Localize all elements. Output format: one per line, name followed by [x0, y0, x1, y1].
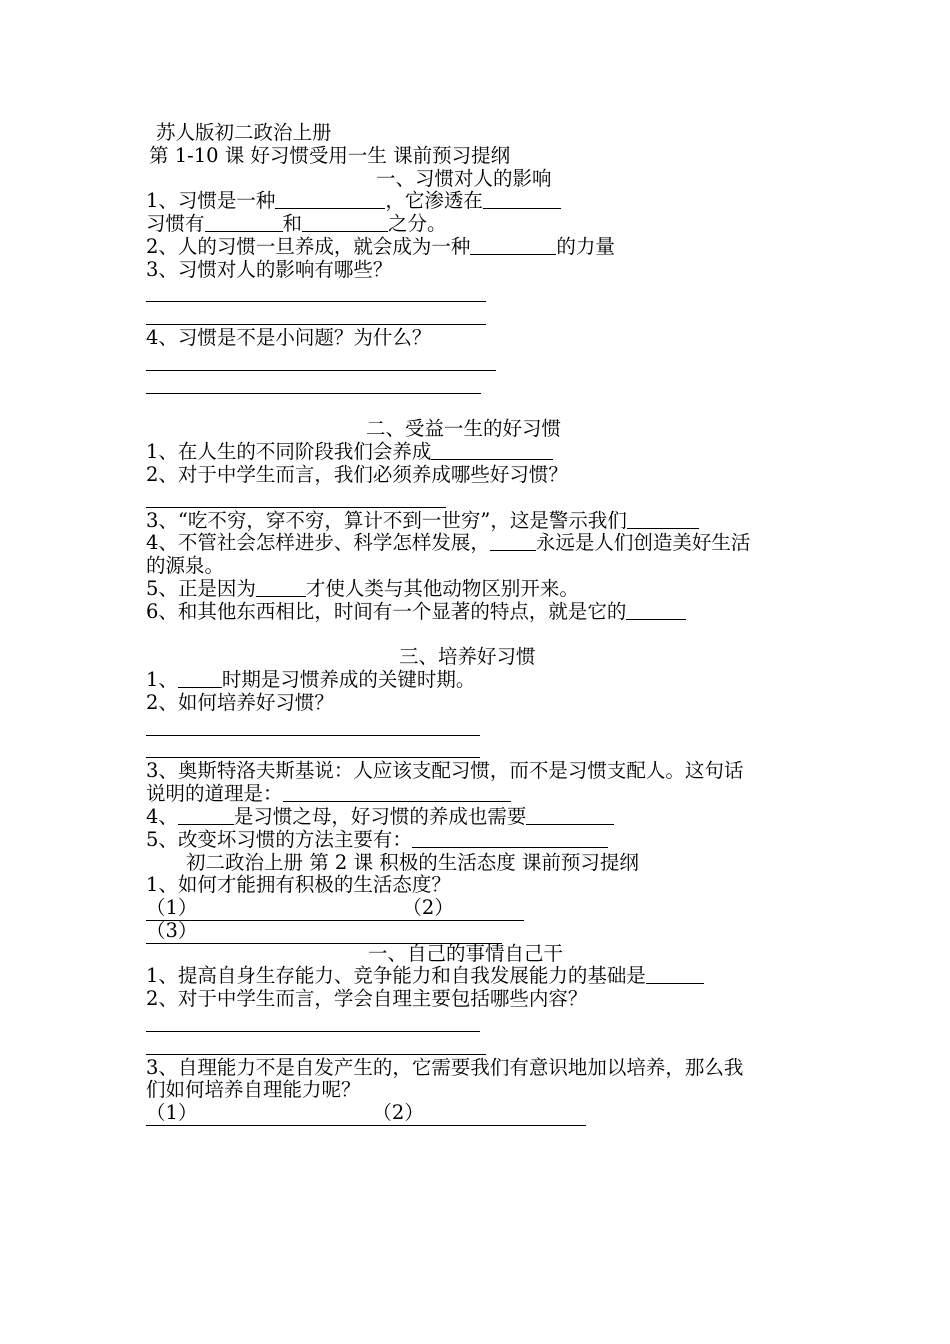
section-4-heading: 一、自己的事情自己干: [368, 941, 564, 965]
document-title: 苏人版初二政治上册: [156, 121, 332, 144]
s3-question-3-cont: [146, 783, 810, 806]
s1-q1-text-e: 之分。: [388, 212, 447, 236]
s4-q3-answer-row: [146, 1102, 810, 1125]
s2-q4-text-a: 4、不管社会怎样进步、科学怎样发展，: [146, 531, 490, 555]
s4-q1-blank[interactable]: [646, 965, 704, 984]
s3-q4-blank-2[interactable]: [526, 806, 614, 825]
section-2-heading: 二、受益一生的好习惯: [366, 417, 562, 441]
s1-q3-answer-line-1[interactable]: [146, 282, 810, 305]
s4-question-1: [146, 965, 810, 988]
s3-q5-blank[interactable]: [412, 829, 608, 848]
s2-q1-text: 1、在人生的不同阶段我们会养成: [146, 440, 432, 464]
s1-question-1-cont: [146, 213, 810, 236]
s1-q1-blank-1[interactable]: [275, 190, 385, 209]
s1-q2-text-b: 的力量: [556, 234, 615, 258]
s1-q1-text-c: 习惯有: [146, 212, 205, 236]
lesson2-point-1: （1）: [146, 896, 198, 920]
s1-q1-text-b: ，它渗透在: [385, 189, 483, 213]
s1-q2-blank[interactable]: [470, 236, 556, 255]
section-3-heading: 三、培养好习惯: [399, 645, 536, 669]
s1-q3-answer-line-2[interactable]: [146, 304, 810, 327]
s2-q6-blank[interactable]: [626, 601, 686, 620]
s2-question-4: [146, 532, 810, 555]
s1-question-4: 4、习惯是不是小问题？为什么？: [146, 326, 432, 350]
s4-question-3: 3、自理能力不是自发产生的，它需要我们有意识地加以培养，那么我: [146, 1055, 744, 1079]
s2-q3-blank[interactable]: [627, 510, 699, 529]
s2-question-3: [146, 510, 810, 533]
s3-q4-blank-1[interactable]: [178, 806, 234, 825]
s2-question-4-cont: 的源泉。: [146, 554, 225, 578]
s4-question-3-cont: 们如何培养自理能力呢？: [146, 1078, 361, 1102]
lesson2-point-3: （3）: [146, 918, 198, 942]
s3-q2-answer-line-2[interactable]: [146, 738, 810, 761]
s2-q1-blank[interactable]: [431, 441, 553, 460]
s4-point-1: （1）: [146, 1101, 198, 1125]
s1-q1-blank-2[interactable]: [483, 190, 561, 209]
s1-q2-text-a: 2、人的习惯一旦养成，就会成为一种: [146, 234, 471, 258]
s4-point-2: （2）: [372, 1101, 424, 1125]
s3-q1-text-b: 时期是习惯养成的关键时期。: [221, 668, 476, 692]
lesson2-q1-answer-line-1[interactable]: [146, 897, 524, 921]
s3-q1-text-a: 1、: [146, 668, 178, 692]
s3-question-3: 3、奥斯特洛夫斯基说：人应该支配习惯，而不是习惯支配人。这句话: [146, 759, 744, 783]
s3-question-5: [146, 829, 810, 852]
lesson2-q1-answer-line-2[interactable]: [146, 920, 502, 944]
section-1-heading: 一、习惯对人的影响: [376, 166, 552, 190]
s1-q1-blank-3[interactable]: [205, 213, 283, 232]
s2-q4-text-b: 永远是人们创造美好生活: [535, 531, 751, 555]
s1-q4-answer-line-1[interactable]: [146, 350, 810, 373]
s1-q1-blank-4[interactable]: [302, 213, 388, 232]
s4-q2-answer-line-2[interactable]: [146, 1034, 810, 1057]
s3-q4-text-b: 是习惯之母，好习惯的养成也需要: [233, 804, 527, 828]
s2-question-5: [146, 578, 810, 601]
lesson2-q1-answer-row-1: [146, 897, 810, 920]
s1-q4-answer-line-2[interactable]: [146, 373, 810, 396]
s3-question-1: [146, 669, 810, 692]
s4-question-2: 2、对于中学生而言，学会自理主要包括哪些内容？: [146, 987, 588, 1011]
s1-q1-text-a: 1、习惯是一种: [146, 189, 276, 213]
lesson-1-title: 第 1-10 课 好习惯受用一生 课前预习提纲: [149, 143, 511, 167]
lesson2-question-1: 1、如何才能拥有积极的生活态度？: [146, 873, 451, 897]
s2-question-6: [146, 601, 810, 624]
s2-q5-text-a: 5、正是因为: [146, 576, 256, 600]
s3-q3-blank[interactable]: [283, 783, 511, 802]
s2-q5-text-b: 才使人类与其他动物区别开来。: [305, 576, 579, 600]
s2-question-2: 2、对于中学生而言，我们必须养成哪些好习惯？: [146, 462, 568, 486]
s3-question-4: [146, 806, 810, 829]
s3-q3-text-b: 说明的道理是：: [146, 782, 283, 806]
s3-q4-text-a: 4、: [146, 804, 178, 828]
s3-q2-answer-line-1[interactable]: [146, 715, 810, 738]
lesson-2-title: 初二政治上册 第 2 课 积极的生活态度 课前预习提纲: [186, 850, 639, 874]
s2-q2-answer-line[interactable]: [146, 487, 810, 510]
worksheet-page: [146, 122, 810, 1125]
s1-q1-text-d: 和: [282, 212, 303, 236]
s4-q1-text: 1、提高自身生存能力、竞争能力和自我发展能力的基础是: [146, 964, 646, 988]
s2-q6-text: 6、和其他东西相比，时间有一个显著的特点，就是它的: [146, 599, 627, 623]
s2-q5-blank[interactable]: [256, 578, 306, 597]
s1-question-2: [146, 236, 810, 259]
s2-q4-blank[interactable]: [490, 532, 536, 551]
s2-q3-text: 3、“吃不穷，穿不穷，算计不到一世穷”，这是警示我们: [146, 508, 627, 532]
s4-q2-answer-line-1[interactable]: [146, 1011, 810, 1034]
s3-q5-text: 5、改变坏习惯的方法主要有：: [146, 827, 412, 851]
s2-question-1: [146, 441, 810, 464]
lesson2-q1-answer-row-2: [146, 920, 810, 943]
s3-q1-blank[interactable]: [178, 669, 222, 688]
s1-question-3: 3、习惯对人的影响有哪些？: [146, 257, 393, 281]
s4-q3-answer-line[interactable]: [146, 1102, 586, 1126]
s3-question-2: 2、如何培养好习惯？: [146, 690, 334, 714]
s1-question-1: [146, 190, 810, 213]
lesson2-point-2: （2）: [402, 896, 454, 920]
